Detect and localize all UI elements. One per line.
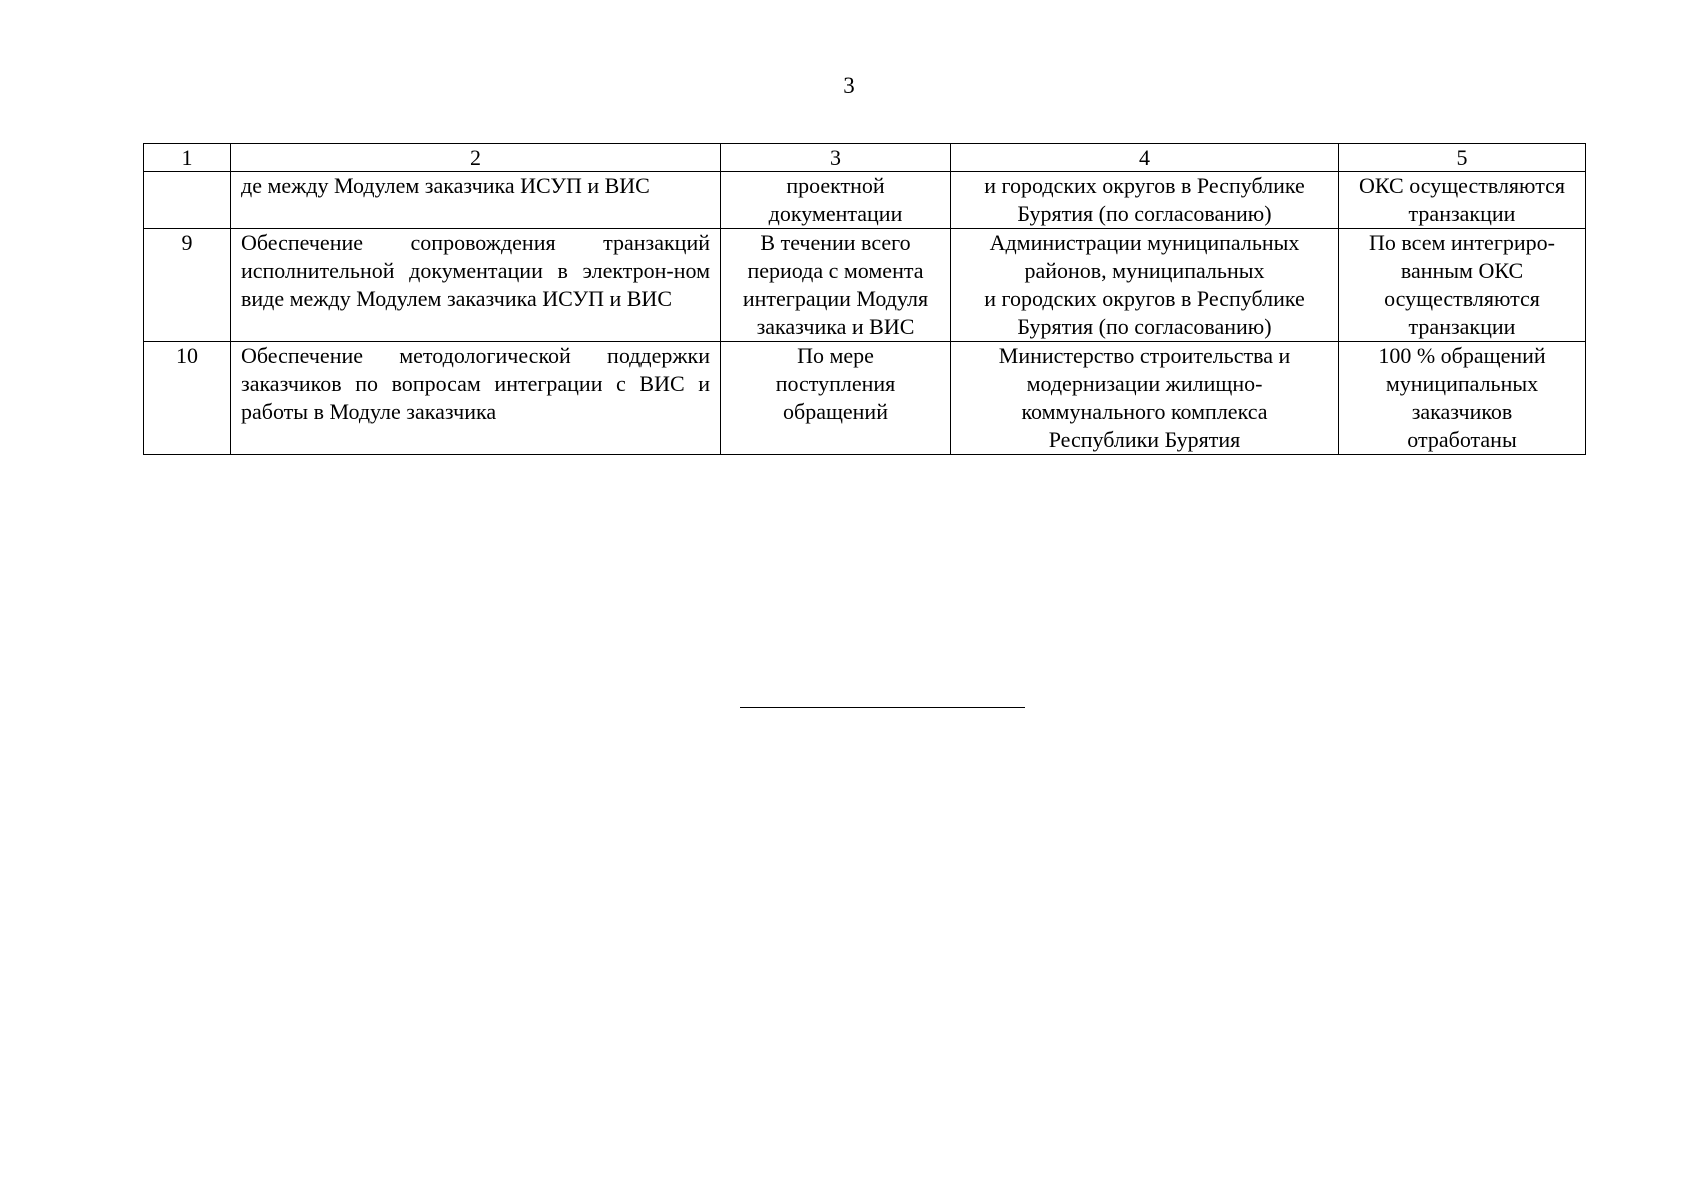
header-cell-2: 2 (231, 144, 721, 172)
header-cell-3: 3 (721, 144, 951, 172)
table-row (144, 229, 1586, 342)
row-number-cell: 10 (144, 342, 231, 455)
result-cell: По всем интегриро- ванным ОКС осуществляются транзакции (1339, 229, 1586, 342)
action-cell: Обеспечение методологической поддержки заказчиков по вопросам интеграции с ВИС и работы в Модуле заказчика (231, 342, 721, 455)
responsible-cell: Администрации муниципальных районов, муниципальных и городских округов в Республике Бурятия (по согласованию) (951, 229, 1339, 342)
row-number-cell (144, 172, 231, 229)
deadline-cell: проектной документации (721, 172, 951, 229)
result-cell: ОКС осуществляются транзакции (1339, 172, 1586, 229)
row-number-cell: 9 (144, 229, 231, 342)
header-cell-4: 4 (951, 144, 1339, 172)
end-of-document-rule (740, 707, 1025, 708)
header-cell-1: 1 (144, 144, 231, 172)
result-cell: 100 % обращений муниципальных заказчиков отработаны (1339, 342, 1586, 455)
table-header-row (144, 144, 1586, 172)
action-cell: Обеспечение сопровождения транзакций исполнительной документации в электрон-ном виде между Модулем заказчика ИСУП и ВИС (231, 229, 721, 342)
page-number: 3 (843, 73, 855, 98)
header-cell-5: 5 (1339, 144, 1586, 172)
deadline-cell: По мере поступления обращений (721, 342, 951, 455)
table-row (144, 342, 1586, 455)
deadline-cell: В течении всего периода с момента интеграции Модуля заказчика и ВИС (721, 229, 951, 342)
table-row (144, 172, 1586, 229)
action-cell: де между Модулем заказчика ИСУП и ВИС (231, 172, 721, 229)
responsible-cell: Министерство строительства и модернизации жилищно- коммунального комплекса Республики Бурятия (951, 342, 1339, 455)
responsible-cell: и городских округов в Республике Бурятия (по согласованию) (951, 172, 1339, 229)
activities-table (143, 143, 1586, 455)
